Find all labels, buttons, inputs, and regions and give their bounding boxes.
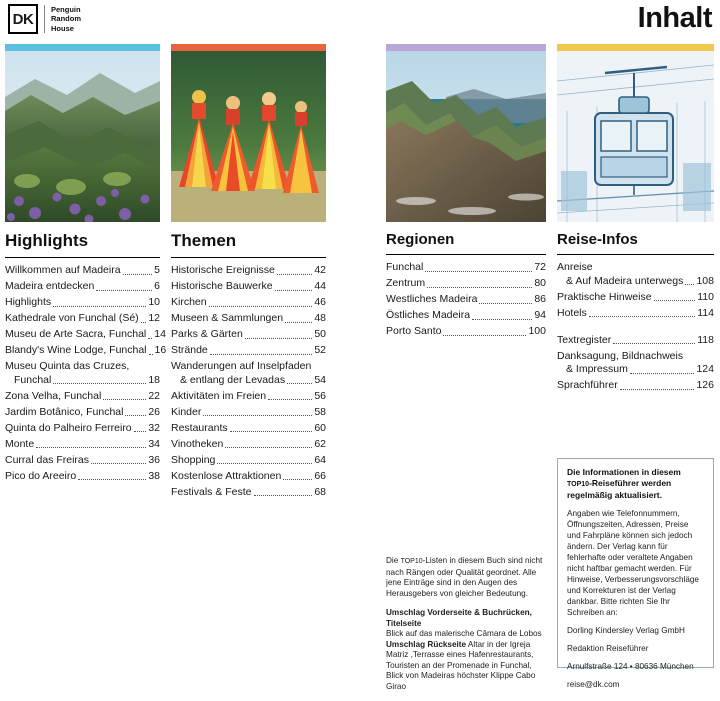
coastal-cliffs-ocean-photo (386, 51, 546, 222)
section-highlights (5, 44, 167, 486)
toc-entry-label: Blandy's Wine Lodge, Funchal (5, 344, 147, 356)
toc-entry-label: Danksagung, Bildnachweis (557, 349, 684, 362)
toc-entry-page: 108 (696, 274, 714, 287)
toc-entry-page: 26 (148, 405, 160, 418)
publisher-address-line1: Dorling Kindersley Verlag GmbH (567, 626, 685, 635)
toc-entry[interactable] (5, 280, 160, 294)
toc-entry[interactable] (5, 390, 160, 404)
toc-leader (134, 431, 147, 432)
toc-entry-label: Östliches Madeira (386, 309, 471, 321)
publisher-name-line1: Penguin (51, 4, 81, 14)
toc-entry-label: Porto Santo (386, 325, 442, 337)
section-accent-bar-themen (171, 44, 326, 51)
toc-entry-page: 52 (314, 344, 326, 356)
toc-entry-label: Restaurants (171, 421, 228, 434)
toc-leader (425, 271, 532, 272)
toc-entry[interactable] (557, 334, 714, 348)
toc-leader (149, 354, 153, 355)
toc-entry[interactable] (171, 406, 326, 420)
toc-leader (613, 343, 695, 344)
toc-entry-label: Anreise (557, 261, 593, 273)
toc-entry[interactable] (5, 422, 160, 436)
toc-leader (209, 306, 313, 307)
cover-credits (386, 608, 546, 692)
toc-entry-page: 54 (314, 373, 326, 386)
toc-leader (53, 383, 146, 384)
toc-entry[interactable] (171, 312, 326, 326)
cover-credits-heading: Umschlag Vorderseite & Buchrücken, Titelseite (386, 608, 532, 628)
toc-entry[interactable] (386, 277, 546, 291)
toc-entry[interactable] (5, 406, 160, 420)
footnote-text-b: -Listen in diesem Buch sind nicht nach Rängen oder Qualität geordnet. Alle jene Einträge sind in den Augen des Herausgebers von gleicher Bedeutung. (386, 556, 543, 598)
toc-entry-label: Festivals & Feste (171, 485, 252, 498)
toc-entry-label: Parks & Gärten (171, 328, 243, 340)
toc-leader (254, 495, 313, 496)
toc-entry[interactable] (171, 344, 326, 358)
toc-entry-page: 58 (314, 405, 326, 418)
laurel-forest-landscape-photo (5, 51, 160, 222)
toc-entry-label: Shopping (171, 453, 216, 466)
notice-heading-b: -Reiseführer werden regelmäßig aktualisiert. (567, 478, 672, 500)
toc-entry[interactable] (171, 264, 326, 278)
toc-leader (230, 431, 313, 432)
toc-leader (203, 415, 312, 416)
toc-entry-page: 22 (148, 389, 160, 402)
publisher-email[interactable]: reise@dk.com (567, 680, 620, 689)
toc-entry[interactable] (386, 261, 546, 275)
toc-entry[interactable] (171, 280, 326, 294)
toc-leader (148, 338, 152, 339)
publisher-logo (8, 4, 81, 34)
toc-entry-label: Vinotheken (171, 437, 224, 450)
toc-entry-label: Highlights (5, 296, 52, 308)
toc-entry[interactable] (557, 307, 714, 321)
top10-mark: TOP10 (567, 481, 590, 488)
toc-entry-page: 100 (528, 325, 546, 337)
toc-leader (285, 322, 312, 323)
toc-leader (589, 316, 695, 317)
toc-leader (245, 338, 313, 339)
toc-entry-label: Textregister (557, 333, 612, 346)
publisher-name (44, 5, 81, 34)
toc-entry[interactable] (171, 296, 326, 310)
toc-leader (620, 389, 695, 390)
toc-entry-label-cont: & Auf Madeira unterwegs (566, 274, 684, 287)
toc-entry-label: Kostenlose Attraktionen (171, 469, 282, 482)
footnote-top10-note (386, 556, 546, 599)
toc-entry-label: Willkommen auf Madeira (5, 264, 121, 276)
toc-leader (36, 447, 146, 448)
toc-entry[interactable] (5, 360, 160, 387)
toc-leader (91, 463, 146, 464)
toc-entry-page: 124 (696, 363, 714, 375)
toc-entry-page: 126 (696, 379, 714, 391)
toc-leader (268, 399, 312, 400)
toc-entry-page: 48 (314, 312, 326, 324)
toc-list-themen (171, 264, 326, 499)
toc-entry[interactable] (5, 454, 160, 468)
toc-entry[interactable] (5, 296, 160, 310)
toc-entry-label: Historische Bauwerke (171, 280, 273, 292)
toc-leader (103, 399, 146, 400)
publisher-name-line2: Random (51, 14, 81, 24)
update-notice-heading (567, 467, 704, 501)
toc-entry-page: 44 (314, 280, 326, 292)
publisher-address-line3: Arnulfstraße 124 • 80636 München (567, 662, 694, 671)
notice-heading-a: Die Informationen in diesem (567, 467, 681, 477)
toc-entry-label-cont: & Impressum (566, 363, 628, 375)
toc-entry[interactable] (386, 325, 546, 339)
toc-entry[interactable] (5, 344, 167, 358)
toc-entry-label: Strände (171, 344, 208, 356)
toc-entry-label: Pico do Areeiro (5, 469, 77, 482)
toc-entry[interactable] (386, 293, 546, 307)
folk-dancers-festival-photo (171, 51, 326, 222)
toc-leader (96, 290, 152, 291)
toc-leader (283, 479, 312, 480)
toc-entry-label-cont: & entlang der Levadas (180, 373, 286, 386)
toc-entry-page: 12 (148, 312, 160, 324)
toc-entry-label: Westliches Madeira (386, 293, 478, 305)
toc-entry[interactable] (171, 422, 326, 436)
toc-entry[interactable] (171, 470, 326, 484)
toc-leader (287, 383, 312, 384)
toc-entry[interactable] (171, 360, 326, 387)
toc-entry-label: Funchal (386, 261, 424, 273)
toc-entry-page: 64 (314, 453, 326, 466)
toc-list-highlights (5, 264, 167, 483)
section-accent-bar-regionen (386, 44, 546, 51)
footnote-text-a: Die (386, 556, 401, 565)
toc-leader (53, 306, 146, 307)
toc-entry[interactable] (557, 291, 714, 305)
toc-entry-page: 118 (697, 333, 714, 346)
footnote-block (386, 556, 546, 701)
update-notice-box (557, 458, 714, 689)
toc-entry[interactable] (5, 470, 160, 484)
toc-entry-label: Zona Velha, Funchal (5, 389, 102, 402)
toc-entry-page: 68 (314, 485, 326, 498)
section-accent-bar-highlights (5, 44, 160, 51)
toc-entry-label: Quinta do Palheiro Ferreiro (5, 421, 132, 434)
toc-leader (125, 415, 146, 416)
toc-entry-page: 114 (697, 306, 714, 319)
toc-entry[interactable] (5, 438, 160, 452)
toc-entry-label: Museu de Arte Sacra, Funchal (5, 328, 147, 340)
toc-entry[interactable] (557, 261, 714, 288)
toc-entry[interactable] (171, 438, 326, 452)
publisher-address-line2: Redaktion Reiseführer (567, 644, 649, 653)
toc-entry-page: 32 (148, 421, 160, 434)
toc-entry-page: 60 (314, 421, 326, 434)
toc-entry-page: 46 (314, 296, 326, 308)
toc-leader (479, 303, 532, 304)
toc-entry-page: 56 (314, 389, 326, 402)
cover-credits-front: Blick auf das malerische Câmara de Lobos (386, 629, 542, 638)
toc-entry[interactable] (386, 309, 546, 323)
toc-entry-label-cont: Funchal (14, 373, 52, 386)
toc-entry[interactable] (171, 328, 326, 342)
toc-leader (654, 300, 696, 301)
toc-entry-label: Historische Ereignisse (171, 264, 275, 276)
section-title-highlights: Highlights (5, 231, 160, 258)
toc-entry-page: 62 (314, 437, 326, 450)
toc-leader (123, 274, 153, 275)
toc-entry[interactable] (5, 328, 166, 342)
toc-entry-page: 86 (534, 293, 546, 305)
page-title: Inhalt (637, 2, 712, 34)
section-reise-infos (557, 44, 714, 395)
toc-list-regionen (386, 261, 546, 339)
toc-entry[interactable] (557, 350, 714, 377)
toc-leader (210, 354, 313, 355)
toc-entry-page: 36 (148, 453, 160, 466)
toc-entry-label: Sprachführer (557, 379, 618, 391)
page-header (0, 0, 720, 38)
toc-entry[interactable] (557, 379, 714, 393)
toc-entry-page: 5 (154, 264, 160, 276)
toc-entry-page: 38 (148, 469, 160, 482)
section-accent-bar-reise-infos (557, 44, 714, 51)
toc-entry-page: 18 (148, 373, 160, 386)
section-themen (171, 44, 326, 502)
toc-leader (78, 479, 146, 480)
toc-leader (427, 287, 532, 288)
section-regionen (386, 44, 546, 341)
toc-entry-page: 72 (534, 261, 546, 273)
toc-leader (225, 447, 312, 448)
toc-leader (217, 463, 312, 464)
toc-entry-page: 50 (314, 328, 326, 340)
toc-entry[interactable] (171, 486, 326, 500)
toc-entry-page: 16 (154, 344, 167, 356)
toc-leader (141, 322, 147, 323)
toc-group-spacer (557, 323, 714, 334)
notice-paragraph: Angaben wie Telefonnummern, Öffnungszeiten, Adressen, Preise und Fahrpläne können sich jedoch ändern. Der Verlag kann für fehlerhafte oder veraltete Angaben nicht haftbar gemacht werden. Für Hinweise, Verbesserungsvorschläge und Korrekturen ist der Verlag dankbar. Bitte richten Sie Ihr Schreiben an: (567, 509, 699, 617)
dk-logo-icon: DK (8, 4, 38, 34)
toc-leader (443, 335, 526, 336)
toc-list-reise-infos (557, 261, 714, 393)
toc-entry-label: Zentrum (386, 277, 426, 289)
toc-entry-label: Kirchen (171, 296, 207, 308)
toc-entry-label: Kinder (171, 405, 202, 418)
monte-cable-car-illustration (557, 51, 714, 222)
toc-leader (685, 284, 694, 285)
update-notice-body (567, 508, 704, 690)
toc-entry[interactable] (171, 390, 326, 404)
toc-entry[interactable] (5, 312, 160, 326)
toc-entry-page: 10 (148, 296, 160, 308)
toc-entry-label: Madeira entdecken (5, 280, 95, 292)
section-title-reise-infos: Reise-Infos (557, 231, 714, 255)
toc-entry-label: Curral das Freiras (5, 453, 90, 466)
toc-entry-label: Monte (5, 437, 35, 450)
toc-entry-page: 34 (148, 437, 160, 450)
section-title-themen: Themen (171, 231, 326, 258)
toc-leader (277, 274, 312, 275)
toc-entry-page: 80 (534, 277, 546, 289)
toc-entry-label: Jardim Botânico, Funchal (5, 405, 124, 418)
section-title-regionen: Regionen (386, 231, 546, 255)
toc-entry-label: Wanderungen auf Inselpfaden (171, 360, 312, 372)
toc-entry-page: 110 (697, 290, 714, 303)
toc-entry[interactable] (5, 264, 160, 278)
toc-entry-label: Museen & Sammlungen (171, 312, 284, 324)
toc-entry-page: 14 (154, 328, 166, 340)
publisher-name-line3: House (51, 23, 74, 33)
toc-leader (630, 373, 695, 374)
toc-entry-page: 66 (314, 469, 326, 482)
toc-entry-page: 94 (534, 309, 546, 321)
top10-mark: TOP10 (400, 558, 423, 565)
toc-entry[interactable] (171, 454, 326, 468)
toc-entry-label: Kathedrale von Funchal (Sé) (5, 312, 139, 324)
cover-credits-back-label: Umschlag Rückseite (386, 639, 467, 649)
toc-entry-label: Museu Quinta das Cruzes, (5, 360, 130, 372)
cover-credits-back: Altar in der Igreja Matriz ,Terrasse eines Hafenrestaurants, Touristen an der Promenade in Funchal, Blick von Madeiras höchster Klippe Cabo Girao (386, 639, 536, 691)
toc-entry-label: Praktische Hinweise (557, 290, 652, 303)
toc-entry-label: Aktivitäten im Freien (171, 389, 267, 402)
toc-leader (472, 319, 532, 320)
toc-entry-page: 42 (314, 264, 326, 276)
toc-entry-page: 6 (154, 280, 160, 292)
toc-leader (275, 290, 313, 291)
toc-entry-label: Hotels (557, 306, 587, 319)
